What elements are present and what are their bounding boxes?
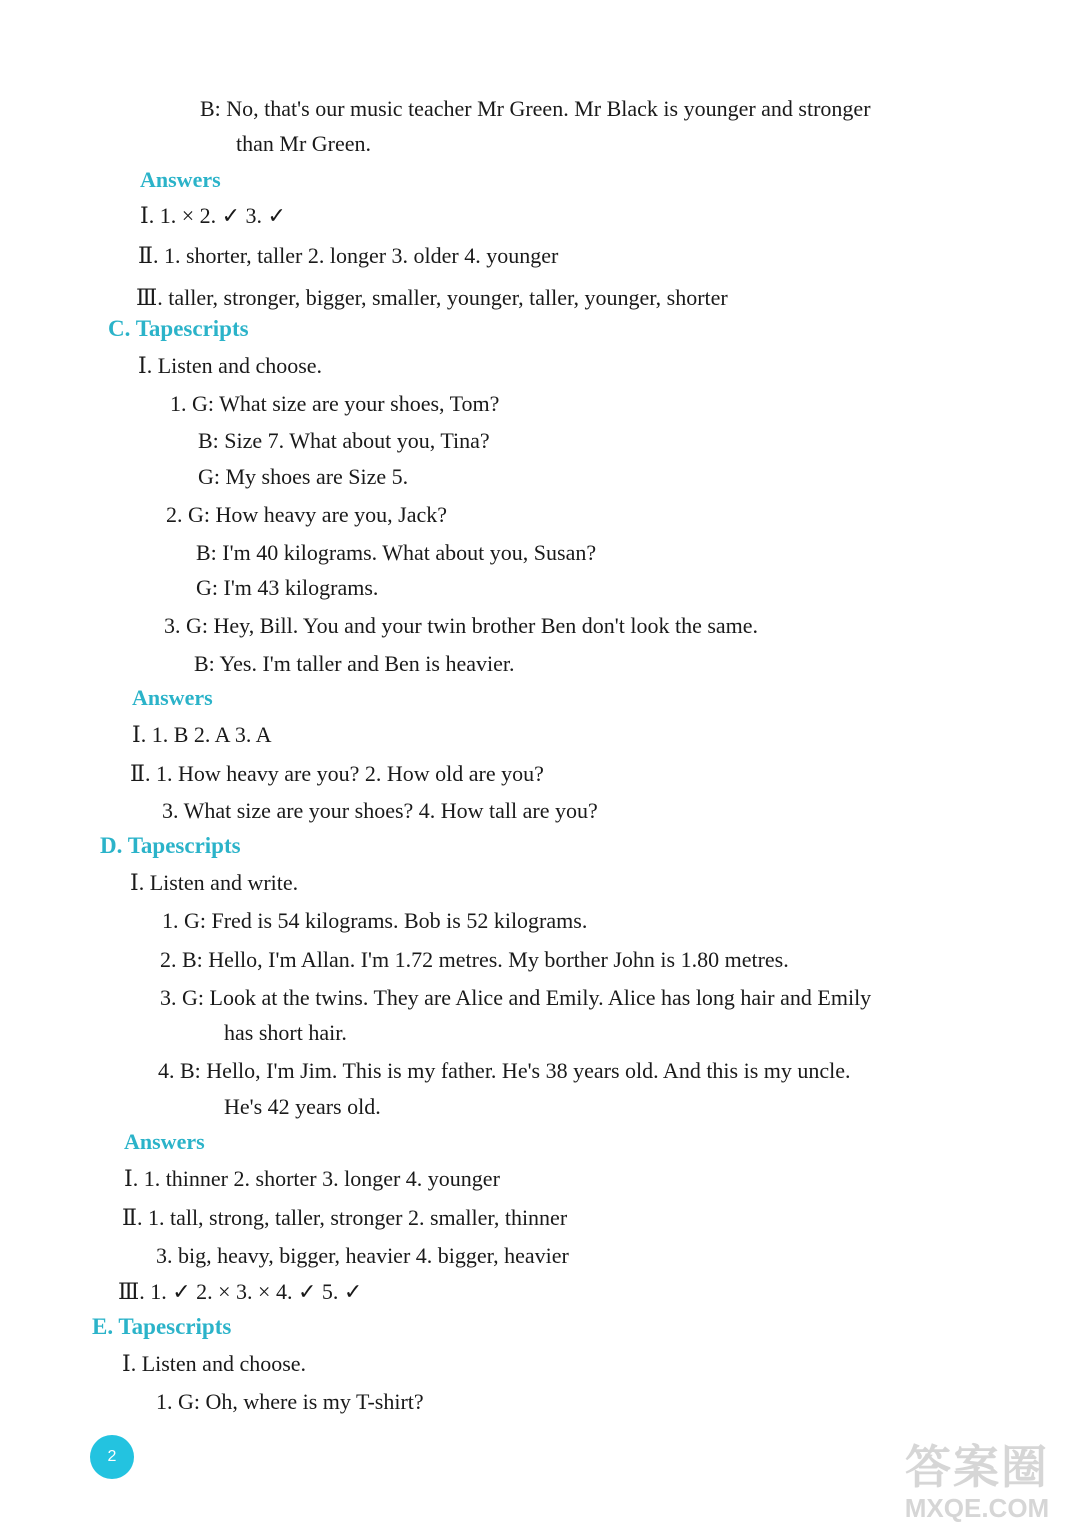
answers-heading: Answers: [124, 1129, 205, 1154]
text-line: Ⅰ. 1. × 2. ✓ 3. ✓: [140, 203, 286, 228]
section-heading: D. Tapescripts: [100, 833, 241, 858]
text-line: 3. big, heavy, bigger, heavier 4. bigger, heavier: [156, 1243, 569, 1268]
text-line: has short hair.: [224, 1020, 347, 1045]
text-line: 2. G: How heavy are you, Jack?: [166, 502, 448, 527]
watermark-text: 答案圈: [905, 1441, 1049, 1493]
answers-heading: Answers: [132, 685, 213, 710]
text-line: Ⅰ. 1. B 2. A 3. A: [132, 722, 272, 747]
text-line: B: Size 7. What about you, Tina?: [198, 428, 490, 453]
text-line: B: No, that's our music teacher Mr Green. Mr Black is younger and stronger: [200, 96, 871, 121]
watermark-url: MXQE.COM: [904, 1493, 1050, 1523]
text-line: than Mr Green.: [236, 131, 372, 156]
text-line: Ⅰ. 1. thinner 2. shorter 3. longer 4. younger: [124, 1166, 500, 1191]
text-line: 2. B: Hello, I'm Allan. I'm 1.72 metres. My borther John is 1.80 metres.: [160, 947, 789, 972]
section-heading: E. Tapescripts: [92, 1314, 232, 1339]
text-line: Ⅲ. 1. ✓ 2. × 3. × 4. ✓ 5. ✓: [118, 1279, 363, 1304]
text-line: G: I'm 43 kilograms.: [196, 575, 379, 600]
text-line: He's 42 years old.: [224, 1094, 381, 1119]
text-line: G: My shoes are Size 5.: [198, 464, 409, 489]
watermark-logo: [902, 1440, 1052, 1530]
section-heading: C. Tapescripts: [108, 316, 249, 341]
page-number-badge: 2: [90, 1435, 134, 1479]
text-line: 4. B: Hello, I'm Jim. This is my father. He's 38 years old. And this is my uncle.: [158, 1058, 851, 1083]
text-line: Ⅲ. taller, stronger, bigger, smaller, younger, taller, younger, shorter: [136, 285, 728, 310]
text-line: Ⅰ. Listen and write.: [130, 870, 299, 895]
text-line: 3. G: Look at the twins. They are Alice and Emily. Alice has long hair and Emily: [160, 985, 872, 1010]
text-line: 3. What size are your shoes? 4. How tall are you?: [162, 798, 598, 823]
text-line: 1. G: Oh, where is my T-shirt?: [156, 1389, 424, 1414]
answers-heading: Answers: [140, 167, 221, 192]
text-line: Ⅱ. 1. How heavy are you? 2. How old are you?: [130, 761, 544, 786]
text-line: Ⅱ. 1. shorter, taller 2. longer 3. older 4. younger: [138, 243, 559, 268]
text-line: 3. G: Hey, Bill. You and your twin brother Ben don't look the same.: [164, 613, 759, 638]
text-line: 1. G: Fred is 54 kilograms. Bob is 52 kilograms.: [162, 908, 588, 933]
text-line: B: Yes. I'm taller and Ben is heavier.: [194, 651, 515, 676]
text-line: Ⅱ. 1. tall, strong, taller, stronger 2. smaller, thinner: [122, 1205, 568, 1230]
text-line: Ⅰ. Listen and choose.: [122, 1351, 307, 1376]
text-line: B: I'm 40 kilograms. What about you, Susan?: [196, 540, 597, 565]
text-line: Ⅰ. Listen and choose.: [138, 353, 323, 378]
text-line: 1. G: What size are your shoes, Tom?: [170, 391, 500, 416]
